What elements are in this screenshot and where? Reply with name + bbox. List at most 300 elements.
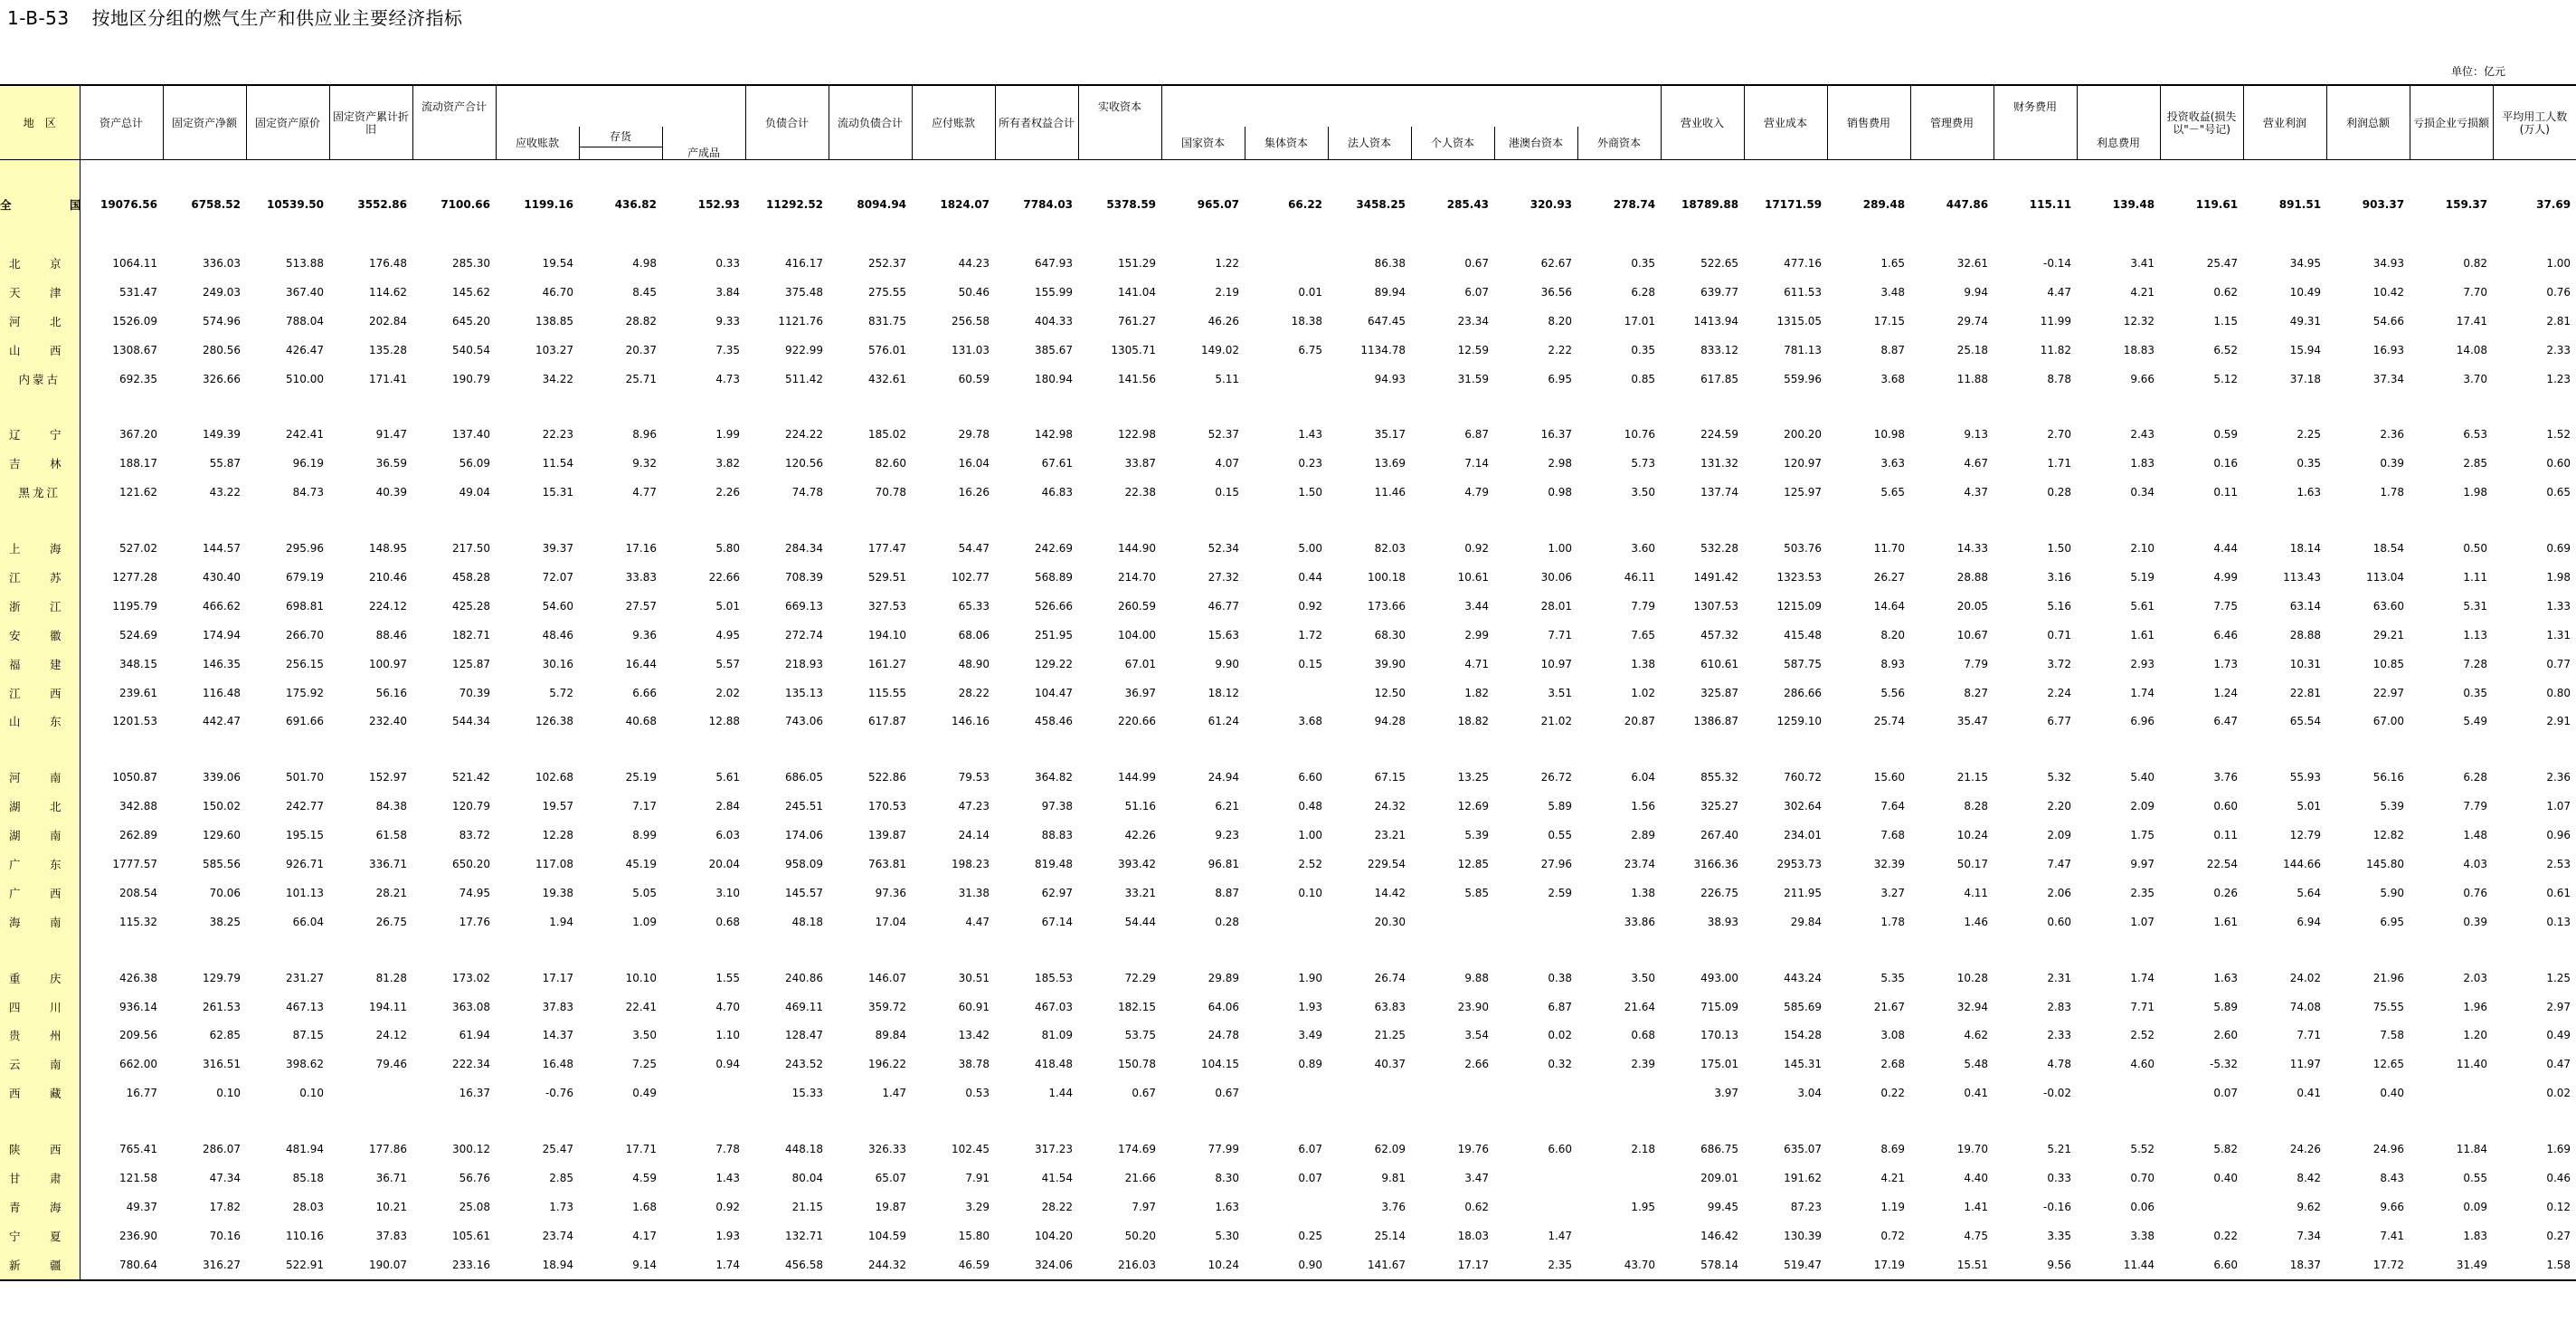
table-cell: 27.57 [625, 599, 657, 613]
table-cell: 104.47 [1035, 686, 1074, 699]
table-cell: 6.47 [2213, 715, 2239, 728]
table-cell: 144.66 [2283, 857, 2322, 870]
table-cell: 27.96 [1540, 857, 1573, 870]
table-cell: 267.40 [1700, 829, 1739, 842]
table-cell: 7.64 [1880, 800, 1906, 813]
table-row [0, 249, 2576, 278]
table-cell [1577, 1164, 1661, 1193]
table-cell: 84.38 [375, 800, 407, 813]
table-cell: 10.67 [1956, 628, 1989, 641]
table-cell: 61.24 [1208, 715, 1240, 728]
table-cell: 2.22 [1548, 343, 1573, 356]
table-cell: 348.15 [119, 657, 157, 670]
table-cell: 175.92 [286, 686, 324, 699]
region-name: 河 南 [0, 763, 80, 792]
table-cell: 146.42 [1700, 1229, 1739, 1242]
table-cell: 5.16 [2047, 599, 2072, 613]
table-cell: 54.47 [958, 542, 990, 556]
table-cell: 22.81 [2289, 686, 2322, 699]
table-cell: 4.21 [2130, 285, 2155, 299]
table-cell: 4.62 [1964, 1029, 1989, 1042]
table-cell: 18.82 [1457, 715, 1490, 728]
table-cell: 0.06 [2130, 1200, 2155, 1213]
table-cell: 286.07 [203, 1143, 241, 1156]
table-cell: 8.99 [632, 829, 657, 842]
table-cell: 0.49 [2546, 1029, 2571, 1042]
table-cell: 196.22 [868, 1058, 907, 1071]
table-cell: 16.48 [542, 1058, 573, 1071]
table-cell: 22.97 [2372, 686, 2405, 699]
table-cell: 1.58 [2493, 1250, 2576, 1280]
table-cell: 1.78 [1880, 915, 1906, 928]
table-cell: 469.11 [785, 1000, 824, 1013]
table-cell: 302.64 [1784, 800, 1823, 813]
table-cell: 635.07 [1784, 1143, 1823, 1156]
table-cell: 224.59 [1700, 428, 1739, 442]
table-cell: 262.89 [119, 829, 157, 842]
table-cell: 94.28 [1374, 715, 1406, 728]
table-cell: 26.74 [1374, 971, 1406, 984]
table-cell: 12.82 [2372, 829, 2405, 842]
table-cell: 4.47 [2047, 285, 2072, 299]
table-row [0, 1250, 2576, 1280]
table-cell: 67.00 [2372, 715, 2405, 728]
table-cell: 272.74 [785, 628, 824, 641]
table-cell: 2.03 [2463, 971, 2488, 984]
table-cell: 129.79 [203, 971, 241, 984]
table-cell: 214.70 [1118, 570, 1157, 584]
table-cell: 81.09 [1041, 1029, 1074, 1042]
table-cell: 119.61 [2195, 198, 2239, 211]
table-cell: 4.21 [1880, 1171, 1906, 1184]
table-cell: 180.94 [1035, 372, 1074, 385]
table-cell: 6.03 [715, 829, 741, 842]
table-cell: 129.60 [203, 829, 241, 842]
table-cell: 7.17 [632, 800, 657, 813]
table-cell: 126.38 [535, 715, 573, 728]
table-cell: 29.89 [1208, 971, 1240, 984]
table-cell: 104.00 [1118, 628, 1157, 641]
table-cell: 432.61 [868, 372, 907, 385]
table-cell: 2.81 [2546, 314, 2571, 328]
table-cell: 650.20 [452, 857, 490, 870]
table-cell: 316.51 [203, 1058, 241, 1071]
table-cell: 2.59 [1548, 886, 1573, 899]
table-cell: 42.26 [1124, 829, 1157, 842]
table-cell: 3.27 [1880, 886, 1906, 899]
table-cell [1245, 1193, 1328, 1221]
table-cell: 240.86 [785, 971, 824, 984]
table-cell: 0.67 [1215, 1087, 1240, 1100]
table-cell: 12.32 [2123, 314, 2155, 328]
table-cell: 1.48 [2463, 829, 2488, 842]
table-cell [1494, 908, 1577, 936]
table-cell: 22.23 [542, 428, 573, 442]
table-cell: 0.28 [1215, 915, 1240, 928]
table-cell: 4.99 [2213, 570, 2239, 584]
table-row [0, 679, 2576, 708]
table-cell: 182.71 [452, 628, 490, 641]
table-cell: 17.71 [625, 1143, 657, 1156]
table-cell: 320.93 [1530, 198, 1573, 211]
table-cell: 110.16 [286, 1229, 324, 1242]
table-cell: 0.11 [2213, 486, 2239, 499]
table-cell: 15.80 [958, 1229, 990, 1242]
table-cell: 53.75 [1124, 1029, 1157, 1042]
table-cell: 36.71 [375, 1171, 407, 1184]
table-cell: 1824.07 [940, 198, 990, 211]
table-cell: 25.47 [542, 1143, 573, 1156]
table-cell: 0.02 [2546, 1087, 2571, 1100]
table-cell: 1.63 [1215, 1200, 1240, 1213]
table-cell: 7.34 [2297, 1229, 2322, 1242]
table-cell: 2.97 [2546, 1000, 2571, 1013]
table-row [0, 964, 2576, 993]
region-name: 安 徽 [0, 621, 80, 650]
table-cell: 2.43 [2130, 428, 2155, 442]
table-cell: 286.66 [1784, 686, 1823, 699]
table-cell: 3552.86 [357, 198, 407, 211]
table-cell: 7.79 [2463, 800, 2488, 813]
table-cell: 218.93 [785, 657, 824, 670]
table-cell: 11.44 [2077, 1250, 2160, 1280]
table-cell: 0.94 [715, 1058, 741, 1071]
table-cell: 141.56 [1118, 372, 1157, 385]
table-cell: 185.02 [868, 428, 907, 442]
table-cell: 47.34 [209, 1171, 241, 1184]
table-cell: 117.08 [535, 857, 573, 870]
table-cell: 4.95 [715, 628, 741, 641]
table-cell: 4.17 [632, 1229, 657, 1242]
table-cell: 62.09 [1374, 1143, 1406, 1156]
table-cell: 1.98 [2546, 570, 2571, 584]
table-cell: 5.21 [2047, 1143, 2072, 1156]
table-cell: 3.60 [1631, 542, 1656, 556]
table-cell: 149.02 [1201, 343, 1240, 356]
table-cell: 9.33 [715, 314, 741, 328]
table-cell: 5.19 [2130, 570, 2155, 584]
table-cell: 3.16 [2047, 570, 2072, 584]
table-cell: 7.65 [1631, 628, 1656, 641]
table-cell: 11.82 [2040, 343, 2072, 356]
table-cell: 122.98 [1118, 428, 1157, 442]
table-cell: 8094.94 [857, 198, 907, 211]
table-cell: 3.44 [1464, 599, 1490, 613]
table-cell: 177.86 [369, 1143, 407, 1156]
table-cell: 1134.78 [1360, 343, 1406, 356]
table-cell: 1.10 [715, 1029, 741, 1042]
table-cell: 18.12 [1208, 686, 1240, 699]
table-cell: 1.22 [1215, 256, 1240, 270]
table-cell: 527.02 [119, 542, 157, 556]
table-cell: 33.21 [1124, 886, 1157, 899]
table-cell [2077, 1079, 2160, 1107]
table-cell: 72.29 [1124, 971, 1157, 984]
spacer-row [0, 393, 2576, 420]
table-cell: 7.58 [2380, 1029, 2405, 1042]
table-cell: 146.16 [952, 715, 990, 728]
table-cell: 9.32 [632, 457, 657, 470]
table-cell: 49.31 [2289, 314, 2322, 328]
table-cell: 232.40 [369, 715, 407, 728]
table-cell: 5378.59 [1106, 198, 1157, 211]
table-cell: 1.63 [2297, 486, 2322, 499]
header-paid-in: 实收资本 [1078, 85, 1161, 127]
table-cell: 52.37 [1208, 428, 1240, 442]
table-cell: 79.53 [958, 771, 990, 784]
table-cell: 249.03 [203, 285, 241, 299]
table-cell: 139.48 [2112, 198, 2155, 211]
table-cell: 426.47 [286, 343, 324, 356]
table-cell: 38.93 [1707, 915, 1739, 928]
table-cell: 65.54 [2289, 715, 2322, 728]
table-cell: 4.03 [2463, 857, 2488, 870]
table-cell: 56.76 [459, 1171, 490, 1184]
table-cell: 3.48 [1880, 285, 1906, 299]
table-cell: 150.02 [203, 800, 241, 813]
table-cell: 4.73 [715, 372, 741, 385]
table-cell: 4.79 [1464, 486, 1490, 499]
table-cell: 300.12 [452, 1143, 490, 1156]
table-cell: 17.01 [1624, 314, 1656, 328]
table-cell: 200.20 [1784, 428, 1823, 442]
table-cell: 1.44 [1048, 1087, 1074, 1100]
table-row [0, 365, 2576, 394]
table-row [0, 763, 2576, 792]
table-cell: 4.40 [1964, 1171, 1989, 1184]
table-cell: 1.46 [1964, 915, 1989, 928]
table-cell: 28.88 [2289, 628, 2322, 641]
table-cell: 2.52 [2130, 1029, 2155, 1042]
table-cell: 10.24 [1956, 829, 1989, 842]
table-cell: 10.21 [375, 1200, 407, 1213]
table-cell: 1.83 [2463, 1229, 2488, 1242]
table-cell: 32.39 [1873, 857, 1906, 870]
table-cell: 578.14 [1661, 1250, 1744, 1280]
table-cell: 765.41 [119, 1143, 157, 1156]
table-cell: 16.93 [2372, 343, 2405, 356]
table-cell: 316.27 [163, 1250, 246, 1280]
table-cell [1245, 679, 1328, 708]
table-cell: 81.28 [375, 971, 407, 984]
table-cell: 1.02 [1631, 686, 1656, 699]
spacer-row [0, 736, 2576, 763]
table-cell: 210.46 [369, 570, 407, 584]
table-cell: 7.79 [1964, 657, 1989, 670]
table-cell: 2.24 [2047, 686, 2072, 699]
table-cell: 242.77 [286, 800, 324, 813]
table-cell: 1.43 [715, 1171, 741, 1184]
header-foreign: 外商资本 [1577, 127, 1661, 160]
table-row [0, 307, 2576, 336]
table-cell: 26.27 [1873, 570, 1906, 584]
table-cell: 10.31 [2289, 657, 2322, 670]
table-cell: 1.99 [715, 428, 741, 442]
table-cell: 32.61 [1956, 256, 1989, 270]
table-cell: 0.22 [1880, 1087, 1906, 1100]
table-cell: 5.40 [2130, 771, 2155, 784]
region-name: 新 疆 [0, 1250, 80, 1280]
table-cell: 3.54 [1464, 1029, 1490, 1042]
table-cell: 100.18 [1368, 570, 1406, 584]
table-cell: 116.48 [203, 686, 241, 699]
table-cell: 481.94 [286, 1143, 324, 1156]
table-cell: 1.38 [1631, 657, 1656, 670]
table-cell: 10.49 [2289, 285, 2322, 299]
table-cell: 113.43 [2283, 570, 2322, 584]
table-cell [1577, 1079, 1661, 1107]
table-cell: 55.93 [2289, 771, 2322, 784]
table-cell: 522.65 [1700, 256, 1739, 270]
table-cell [2160, 1193, 2243, 1221]
table-cell: 49.37 [126, 1200, 157, 1213]
table-cell: 19.70 [1956, 1143, 1989, 1156]
table-cell: 154.28 [1784, 1029, 1823, 1042]
table-cell: 150.78 [1118, 1058, 1157, 1071]
table-cell: 1.25 [2546, 971, 2571, 984]
table-cell: 135.28 [369, 343, 407, 356]
table-cell: 363.08 [452, 1000, 490, 1013]
table-cell: 0.35 [1631, 256, 1656, 270]
table-cell: 275.55 [868, 285, 907, 299]
table-cell: 84.73 [292, 486, 324, 499]
table-cell: 958.09 [785, 857, 824, 870]
table-cell: 60.59 [958, 372, 990, 385]
table-cell: 44.23 [958, 256, 990, 270]
table-cell: 261.53 [203, 1000, 241, 1013]
table-cell [1245, 365, 1328, 394]
header-fixed-depr: 固定资产累计折旧 [329, 85, 412, 160]
table-cell: 17.19 [1827, 1250, 1910, 1280]
table-cell: 9.97 [2130, 857, 2155, 870]
table-cell: 9.90 [1215, 657, 1240, 670]
table-cell: 10.76 [1624, 428, 1656, 442]
table-cell: 11.84 [2456, 1143, 2488, 1156]
table-cell: 256.15 [286, 657, 324, 670]
table-cell: 2.18 [1631, 1143, 1656, 1156]
header-current-assets-sub [496, 85, 745, 127]
table-cell: 148.95 [369, 542, 407, 556]
table-cell: 9.62 [2297, 1200, 2322, 1213]
table-cell: 25.47 [2206, 256, 2239, 270]
table-cell: 4.37 [1964, 486, 1989, 499]
table-cell: 68.30 [1374, 628, 1406, 641]
table-cell: 182.15 [1118, 1000, 1157, 1013]
table-cell: 114.62 [369, 285, 407, 299]
table-cell: 639.77 [1700, 285, 1739, 299]
table-cell: 51.16 [1124, 800, 1157, 813]
table-cell: 8.93 [1880, 657, 1906, 670]
table-cell: 9.23 [1215, 829, 1240, 842]
table-row [0, 1050, 2576, 1079]
table-cell: 137.74 [1700, 486, 1739, 499]
table-cell [1494, 1164, 1577, 1193]
table-cell: 99.45 [1707, 1200, 1739, 1213]
table-cell: 0.76 [2546, 285, 2571, 299]
table-cell: 48.90 [958, 657, 990, 670]
table-cell: 16.37 [459, 1087, 490, 1100]
table-cell: 12.50 [1374, 686, 1406, 699]
table-cell: 0.62 [2213, 285, 2239, 299]
table-cell: 25.19 [625, 771, 657, 784]
table-cell: 144.99 [1118, 771, 1157, 784]
table-cell: -0.14 [2043, 256, 2072, 270]
table-cell: 280.56 [203, 343, 241, 356]
table-cell: 12.59 [1457, 343, 1490, 356]
table-cell: 8.42 [2297, 1171, 2322, 1184]
table-cell: 19.54 [542, 256, 573, 270]
table-cell: 1.23 [2546, 372, 2571, 385]
table-cell: 0.39 [2380, 457, 2405, 470]
table-cell: 336.71 [369, 857, 407, 870]
table-cell: 3.29 [965, 1200, 990, 1213]
table-cell: 102.77 [952, 570, 990, 584]
region-name: 江 苏 [0, 563, 80, 592]
table-cell: 1.52 [2546, 428, 2571, 442]
table-cell: 855.32 [1700, 771, 1739, 784]
table-cell: 5.12 [2213, 372, 2239, 385]
table-cell: 96.19 [292, 457, 324, 470]
table-cell: 63.14 [2289, 599, 2322, 613]
table-cell: 151.29 [1118, 256, 1157, 270]
spacer-row [0, 936, 2576, 964]
table-cell: 68.06 [958, 628, 990, 641]
table-cell: 5.35 [1880, 971, 1906, 984]
table-cell: 0.92 [1298, 599, 1323, 613]
table-cell: 0.68 [715, 915, 741, 928]
table-cell: 708.39 [785, 570, 824, 584]
table-cell: 61.94 [459, 1029, 490, 1042]
table-cell: 2.85 [2463, 457, 2488, 470]
table-cell: 524.69 [119, 628, 157, 641]
table-row [0, 336, 2576, 365]
region-name: 山 西 [0, 336, 80, 365]
table-cell: 833.12 [1700, 343, 1739, 356]
table-cell: 11.70 [1873, 542, 1906, 556]
table-cell: 367.40 [286, 285, 324, 299]
table-cell: 415.48 [1784, 628, 1823, 641]
table-cell: 176.48 [369, 256, 407, 270]
table-cell: 12.69 [1457, 800, 1490, 813]
table-cell: 647.45 [1368, 314, 1406, 328]
table-cell: 22.66 [708, 570, 741, 584]
table-cell: 2.60 [2213, 1029, 2239, 1042]
table-cell: 8.20 [1548, 314, 1573, 328]
table-cell: 252.37 [868, 256, 907, 270]
table-cell: 88.83 [1041, 829, 1074, 842]
table-cell: 233.16 [412, 1250, 496, 1280]
table-cell: 43.22 [209, 486, 241, 499]
table-cell: 0.34 [2130, 486, 2155, 499]
table-cell: 467.13 [286, 1000, 324, 1013]
table-cell: 466.62 [203, 599, 241, 613]
table-cell: 4.71 [1464, 657, 1490, 670]
table-cell: 903.37 [2362, 198, 2405, 211]
table-cell: 202.84 [369, 314, 407, 328]
table-cell: 15.33 [791, 1087, 824, 1100]
table-cell: 129.22 [1035, 657, 1074, 670]
table-row [0, 449, 2576, 478]
table-cell: 1.19 [1880, 1200, 1906, 1213]
table-cell: 49.04 [459, 486, 490, 499]
table-cell: 4.78 [2047, 1058, 2072, 1071]
table-cell: 77.99 [1208, 1143, 1240, 1156]
table-cell: 20.37 [625, 343, 657, 356]
table-cell: 763.81 [868, 857, 907, 870]
table-cell: 21.96 [2372, 971, 2405, 984]
table-cell: 211.95 [1784, 886, 1823, 899]
table-cell: 31.59 [1457, 372, 1490, 385]
